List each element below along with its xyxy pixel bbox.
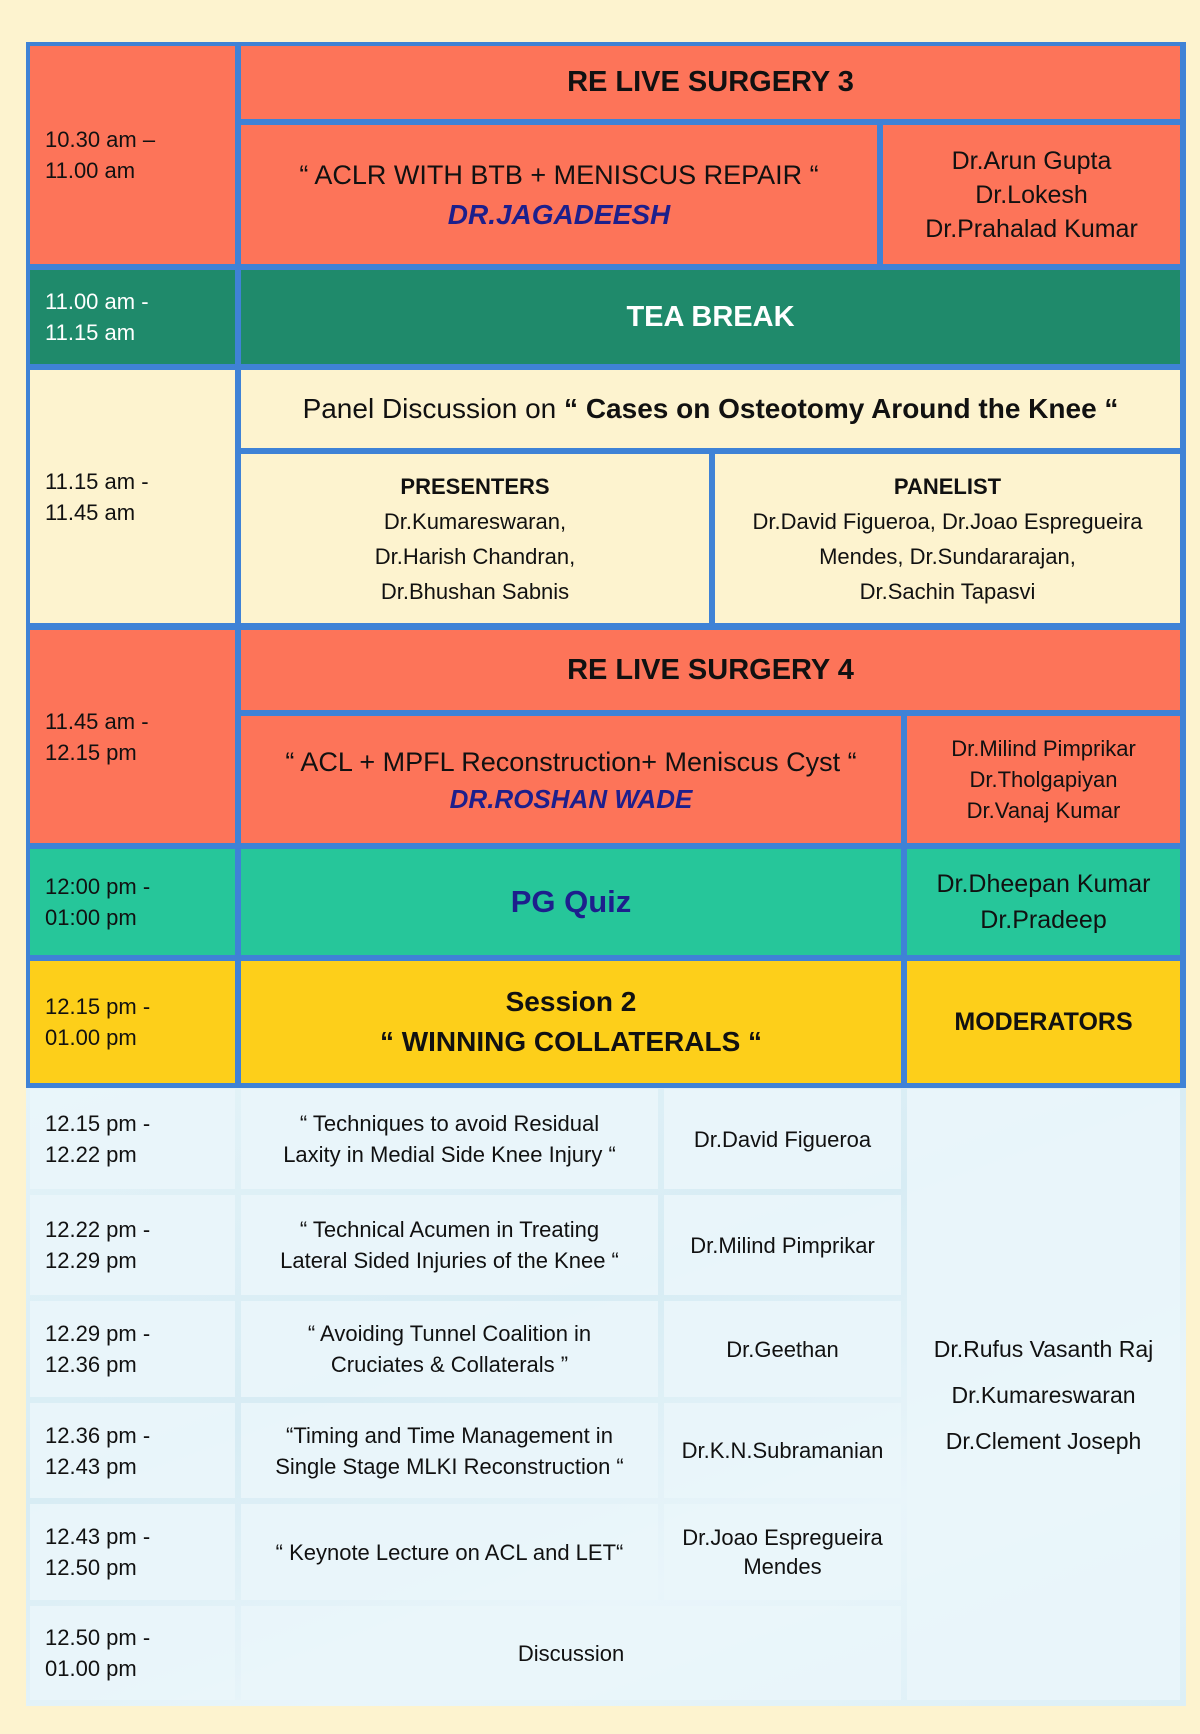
discussion-label: Discussion — [241, 1606, 901, 1700]
quiz-panel-member: Dr.Pradeep — [980, 906, 1107, 934]
time-start: 11.15 am - — [45, 468, 149, 494]
time-end: 01.00 pm — [45, 1025, 137, 1050]
time-end: 11.00 am — [45, 158, 136, 183]
time-start: 12.43 pm - — [45, 1524, 151, 1549]
panel-member: Dr.Milind Pimprikar — [951, 736, 1136, 761]
time-start: 12:00 pm - — [45, 874, 151, 899]
time-end: 12.50 pm — [45, 1555, 137, 1580]
speaker-cell — [664, 1403, 901, 1498]
panel-discussion-title — [241, 370, 1180, 448]
talk-title-line: Lateral Sided Injuries of the Knee “ — [280, 1248, 619, 1273]
presenter-name: Dr.Kumareswaran, — [383, 508, 567, 534]
time-cell — [30, 370, 235, 623]
talk-title-line: “ Techniques to avoid Residual — [299, 1111, 600, 1136]
talk-title-cell — [241, 1089, 658, 1189]
moderator-name: Dr.Rufus Vasanth Raj — [933, 1335, 1154, 1362]
time-end: 11.15 am — [45, 320, 136, 345]
talk-title-cell — [241, 1195, 658, 1295]
time-cell — [30, 46, 235, 264]
tea-break-label: TEA BREAK — [241, 270, 1180, 364]
time-cell — [30, 1504, 235, 1600]
time-end: 12.15 pm — [45, 739, 137, 765]
panelist-cell — [715, 454, 1180, 623]
talk-title-line: “ Keynote Lecture on ACL and LET“ — [275, 1539, 624, 1565]
panelist-heading: PANELIST — [893, 473, 1002, 499]
panel-member: Dr.Arun Gupta — [951, 146, 1112, 175]
panel-cell — [907, 716, 1180, 843]
speaker-cell — [664, 1301, 901, 1397]
talk-title-line: “ Avoiding Tunnel Coalition in — [307, 1321, 592, 1346]
quiz-panel-cell — [907, 849, 1180, 955]
speaker-name: Dr.K.N.Subramanian — [681, 1438, 884, 1463]
time-start: 12.15 pm - — [45, 1111, 151, 1136]
speaker-name: Dr.Milind Pimprikar — [690, 1232, 875, 1258]
panelist-name: Dr.Sachin Tapasvi — [859, 578, 1036, 604]
talk-title: “ ACL + MPFL Reconstruction+ Meniscus Cyst “ — [285, 746, 857, 777]
talk-title-line: Single Stage MLKI Reconstruction “ — [275, 1453, 624, 1479]
time-cell — [30, 961, 235, 1083]
time-start: 12.50 pm - — [45, 1625, 151, 1650]
time-cell — [30, 849, 235, 955]
talk-title-cell — [241, 1504, 658, 1600]
time-cell — [30, 1195, 235, 1295]
time-cell — [30, 630, 235, 843]
speaker-cell — [664, 1089, 901, 1189]
pg-quiz-label: PG Quiz — [241, 849, 901, 955]
talk-title-cell — [241, 1403, 658, 1498]
panel-discussion-prefix: Panel Discussion on — [302, 393, 565, 424]
panel-member: Dr.Lokesh — [975, 180, 1088, 209]
time-end: 11.45 am — [45, 499, 136, 525]
panelist-name: Dr.David Figueroa, Dr.Joao Espregueira — [752, 508, 1143, 534]
quiz-panel-member: Dr.Dheepan Kumar — [936, 870, 1151, 898]
time-start: 12.22 pm - — [45, 1217, 151, 1242]
time-end: 12.36 pm — [45, 1352, 137, 1377]
time-start: 12.15 pm - — [45, 994, 151, 1019]
time-end: 01.00 pm — [45, 1656, 137, 1681]
speaker-name: Dr.David Figueroa — [693, 1126, 872, 1152]
session-title: Session 2 — [505, 986, 637, 1017]
time-cell — [30, 1301, 235, 1397]
talk-title: “ ACLR WITH BTB + MENISCUS REPAIR “ — [299, 159, 819, 190]
talk-title-line: Cruciates & Collaterals ” — [330, 1352, 569, 1377]
time-start: 10.30 am – — [45, 127, 156, 152]
time-start: 11.45 am - — [45, 708, 149, 734]
presenter-name: Dr.Bhushan Sabnis — [380, 578, 570, 604]
presenters-cell — [241, 454, 709, 623]
time-end: 12.22 pm — [45, 1142, 137, 1167]
session-header: RE LIVE SURGERY 3 — [241, 46, 1180, 119]
speaker-cell — [664, 1195, 901, 1295]
time-cell — [30, 270, 235, 364]
time-start: 12.36 pm - — [45, 1422, 151, 1448]
talk-title-line: Laxity in Medial Side Knee Injury “ — [283, 1142, 616, 1167]
panel-member: Dr.Tholgapiyan — [969, 767, 1118, 792]
speaker-name: Mendes — [743, 1554, 822, 1579]
presenters-heading: PRESENTERS — [400, 473, 550, 499]
time-cell — [30, 1606, 235, 1700]
panel-discussion-topic: “ Cases on Osteotomy Around the Knee “ — [564, 393, 1119, 424]
surgery-talk-cell — [241, 716, 901, 843]
moderators-cell — [907, 1089, 1180, 1700]
panel-cell — [883, 125, 1180, 264]
speaker-name: Dr.Joao Espregueira — [682, 1525, 883, 1550]
speaker-name: Dr.Geethan — [726, 1336, 839, 1362]
talk-title-line: “ Technical Acumen in Treating — [299, 1217, 600, 1242]
session-subtitle: “ WINNING COLLATERALS “ — [379, 1026, 763, 1057]
talk-title-line: “Timing and Time Management in — [286, 1422, 613, 1448]
moderator-name: Dr.Kumareswaran — [951, 1381, 1136, 1408]
session2-title-cell — [241, 961, 901, 1083]
surgery-talk-cell — [241, 125, 877, 264]
surgeon-name: DR.JAGADEESH — [447, 198, 671, 230]
time-start: 12.29 pm - — [45, 1321, 151, 1346]
presenter-name: Dr.Harish Chandran, — [374, 543, 576, 569]
speaker-cell — [664, 1504, 901, 1600]
session-header: RE LIVE SURGERY 4 — [241, 630, 1180, 710]
surgeon-name: DR.ROSHAN WADE — [449, 783, 693, 814]
time-cell — [30, 1403, 235, 1498]
time-end: 01:00 pm — [45, 905, 137, 930]
panel-member: Dr.Prahalad Kumar — [925, 214, 1138, 243]
time-end: 12.29 pm — [45, 1248, 137, 1273]
moderators-heading: MODERATORS — [907, 961, 1180, 1083]
time-start: 11.00 am - — [45, 289, 149, 314]
time-end: 12.43 pm — [45, 1453, 137, 1479]
panelist-name: Mendes, Dr.Sundararajan, — [819, 543, 1076, 569]
panel-member: Dr.Vanaj Kumar — [966, 798, 1121, 823]
talk-title-cell — [241, 1301, 658, 1397]
time-cell — [30, 1089, 235, 1189]
moderator-name: Dr.Clement Joseph — [945, 1427, 1142, 1454]
